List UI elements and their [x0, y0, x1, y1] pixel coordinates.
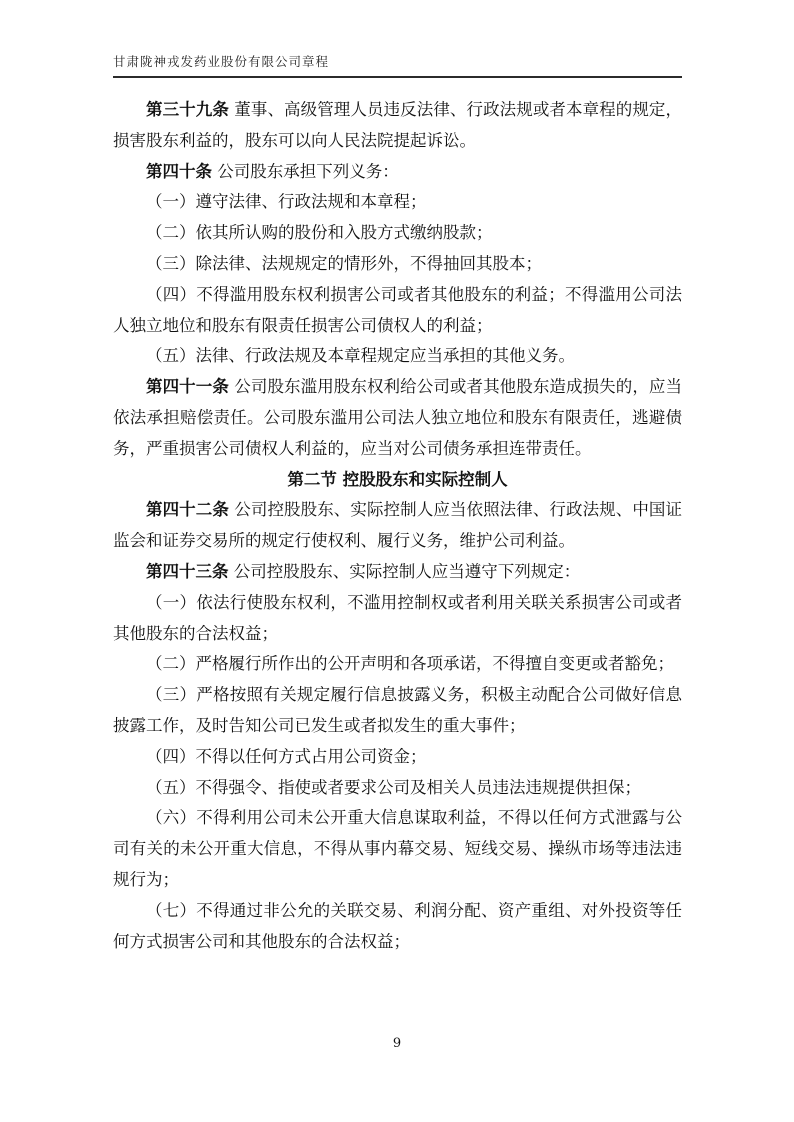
paragraph [113, 218, 682, 249]
section-heading [113, 465, 682, 496]
paragraph-text: （三）除法律、法规规定的情形外，不得抽回其股本； [146, 253, 542, 273]
paragraph-text: （二）严格履行所作出的公开声明和各项承诺，不得擅自变更或者豁免； [146, 654, 674, 674]
page-footer [0, 1036, 794, 1051]
paragraph [113, 803, 682, 895]
article-number: 第四十三条 [146, 561, 229, 581]
paragraph [113, 495, 682, 557]
paragraph-text: （三）严格按照有关规定履行信息披露义务，积极主动配合公司做好信息披露工作，及时告知公司已发生或者拟发生的重大事件； [113, 685, 682, 735]
paragraph-text: 董事、高级管理人员违反法律、行政法规或者本章程的规定，损害股东利益的，股东可以向人民法院提起诉讼。 [113, 100, 683, 150]
paragraph-text: 公司股东滥用股东权利给公司或者其他股东造成损失的，应当依法承担赔偿责任。公司股东滥用公司法人独立地位和股东有限责任，逃避债务，严重损害公司债权人利益的，应当对公司债务承担连带责任。 [113, 377, 683, 458]
paragraph-text: （四）不得滥用股东权利损害公司或者其他股东的利益；不得滥用公司法人独立地位和股东有限责任损害公司债权人的利益； [113, 284, 682, 335]
paragraph-text: 公司控股股东、实际控制人应当遵守下列规定： [233, 561, 581, 581]
article-number: 第四十二条 [146, 500, 229, 520]
document-body [113, 95, 682, 957]
paragraph [113, 187, 682, 218]
article-number: 第三十九条 [146, 100, 229, 119]
article-number: 第四十条 [146, 161, 212, 181]
paragraph-text: （一）依法行使股东权利，不滥用控制权或者利用关联关系损害公司或者其他股东的合法权益； [113, 592, 682, 643]
paragraph [113, 588, 682, 650]
paragraph-text: 公司控股股东、实际控制人应当依照法律、行政法规、中国证监会和证券交易所的规定行使权利、履行义务，维护公司利益。 [113, 500, 683, 551]
paragraph-text: （四）不得以任何方式占用公司资金； [146, 746, 427, 766]
header-title: 甘肃陇神戎发药业股份有限公司章程 [113, 54, 330, 69]
paragraph [113, 742, 682, 773]
page-number: 9 [392, 1036, 402, 1051]
paragraph-text: （七）不得通过非公允的关联交易、利润分配、资产重组、对外投资等任何方式损害公司和其他股东的合法权益； [113, 900, 682, 951]
paragraph [113, 249, 682, 280]
paragraph [113, 896, 682, 958]
paragraph [113, 649, 682, 680]
paragraph [113, 280, 682, 342]
paragraph-text: （五）不得强令、指使或者要求公司及相关人员违法违规提供担保； [146, 777, 641, 797]
paragraph [113, 95, 682, 157]
page-header [113, 52, 682, 78]
paragraph [113, 372, 682, 464]
paragraph-text: （一）遵守法律、行政法规和本章程； [146, 192, 427, 212]
paragraph-text: （五）法律、行政法规及本章程规定应当承担的其他义务。 [146, 346, 575, 366]
paragraph-text: （二）依其所认购的股份和入股方式缴纳股款； [146, 223, 493, 243]
paragraph [113, 680, 682, 742]
paragraph [113, 773, 682, 804]
paragraph-text: （六）不得利用公司未公开重大信息谋取利益，不得以任何方式泄露与公司有关的未公开重大信息，不得从事内幕交易、短线交易、操纵市场等违法违规行为； [113, 808, 682, 889]
paragraph [113, 557, 682, 588]
paragraph [113, 341, 682, 372]
article-number: 第二节 [287, 469, 337, 489]
paragraph-text: 公司股东承担下列义务： [217, 161, 399, 181]
paragraph [113, 157, 682, 188]
paragraph-text: 控股股东和实际控制人 [342, 469, 508, 489]
article-number: 第四十一条 [146, 377, 229, 397]
